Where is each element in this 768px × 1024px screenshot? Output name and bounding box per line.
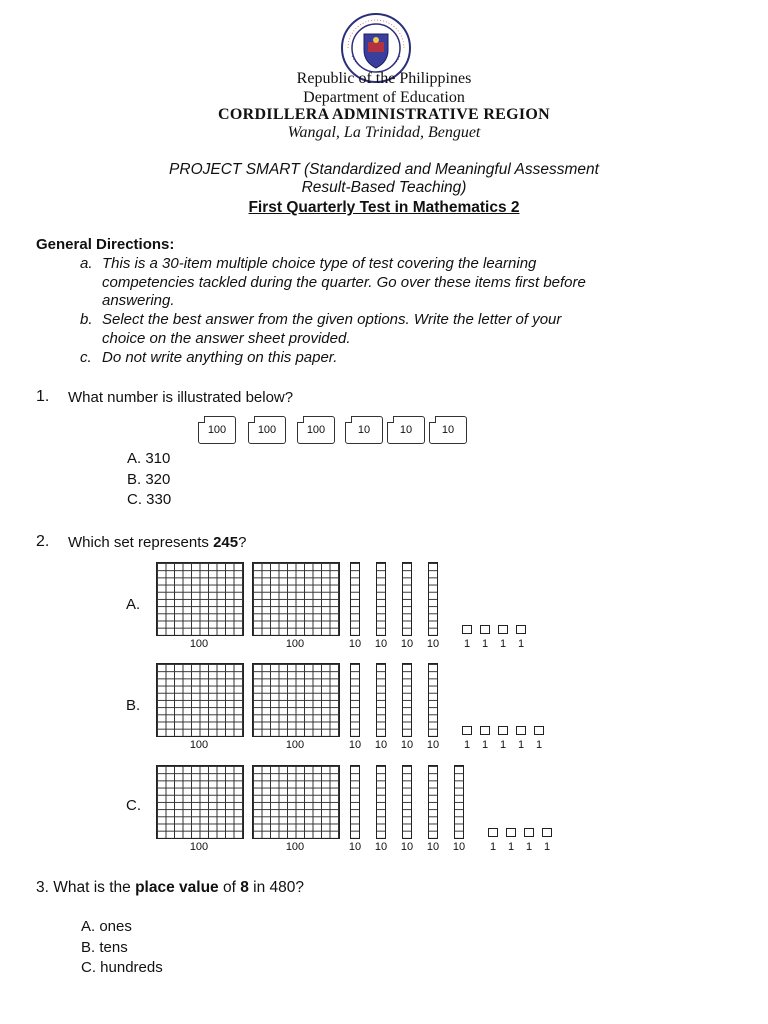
q2-block-label: 10 <box>426 841 440 853</box>
q1-card: 10 <box>345 416 383 444</box>
q2-text-bold: 245 <box>213 534 239 551</box>
q1-option-c[interactable]: C. 330 <box>127 491 172 508</box>
test-title: First Quarterly Test in Mathematics 2 <box>248 199 520 216</box>
q3-option-a[interactable]: A. ones <box>81 918 132 935</box>
ten-rod <box>376 663 386 737</box>
ten-rod <box>350 663 360 737</box>
q2-block-label: 1 <box>499 638 507 650</box>
q1-card: 10 <box>429 416 467 444</box>
header-republic: Republic of the Philippines <box>296 70 472 87</box>
q1-option-b[interactable]: B. 320 <box>127 470 171 488</box>
q2-block-label: 10 <box>426 638 440 650</box>
ten-rod <box>376 562 386 636</box>
q3-text-mid: of <box>218 879 241 896</box>
one-unit <box>462 726 472 735</box>
q2-block-label: 1 <box>517 638 525 650</box>
q2-block-label: 100 <box>189 638 209 650</box>
q2-text-pre: Which set represents <box>68 534 214 551</box>
ten-rod <box>428 562 438 636</box>
one-unit <box>542 828 552 837</box>
direction-c <box>80 349 740 368</box>
q1-text: What number is illustrated below? <box>68 389 294 406</box>
q3-text <box>36 879 304 897</box>
q2-block-label: 1 <box>463 739 471 751</box>
q2-block-label: 1 <box>507 841 515 853</box>
direction-line: answering. <box>102 292 175 309</box>
q2-block-label: 10 <box>400 841 414 853</box>
q2-block-label: 1 <box>481 739 489 751</box>
q2-block-label: 100 <box>285 841 305 853</box>
hundred-flat <box>252 765 340 839</box>
q3-option-b[interactable]: B. tens <box>81 938 128 956</box>
q2-set-letter[interactable]: C. <box>126 797 141 814</box>
one-unit <box>516 625 526 634</box>
q2-block-label: 10 <box>452 841 466 853</box>
project-line-2: Result-Based Teaching) <box>301 179 467 196</box>
direction-line: This is a 30-item multiple choice type of test covering the learning <box>102 255 537 272</box>
one-unit <box>498 625 508 634</box>
ten-rod <box>350 562 360 636</box>
q2-block-label: 1 <box>489 841 497 853</box>
direction-b <box>80 311 740 348</box>
ten-rod <box>428 663 438 737</box>
q2-set-letter[interactable]: A. <box>126 596 141 613</box>
q2-set-letter[interactable]: B. <box>126 697 141 714</box>
q2-block-label: 1 <box>463 638 471 650</box>
q3-text-pre: What is the <box>48 879 136 896</box>
ten-rod <box>402 765 412 839</box>
one-unit <box>506 828 516 837</box>
q1-card: 100 <box>297 416 335 444</box>
one-unit <box>480 726 490 735</box>
one-unit <box>534 726 544 735</box>
directions-title <box>36 236 174 253</box>
one-unit <box>524 828 534 837</box>
header-location: Wangal, La Trinidad, Benguet <box>287 124 481 141</box>
direction-letter: c. <box>80 349 92 366</box>
hundred-flat <box>252 663 340 737</box>
q2-block-label: 100 <box>189 841 209 853</box>
q2-block-label: 10 <box>374 841 388 853</box>
one-unit <box>498 726 508 735</box>
hundred-flat <box>156 765 244 839</box>
q2-block-label: 1 <box>517 739 525 751</box>
q2-block-label: 1 <box>499 739 507 751</box>
hundred-flat <box>156 562 244 636</box>
directions-title-text: General Directions <box>36 236 170 253</box>
q2-block-label: 10 <box>348 638 362 650</box>
q2-block-label: 100 <box>189 739 209 751</box>
q2-block-label: 10 <box>348 841 362 853</box>
ten-rod <box>350 765 360 839</box>
ten-rod <box>402 562 412 636</box>
one-unit <box>462 625 472 634</box>
q2-block-label: 100 <box>285 739 305 751</box>
q1-number: 1. <box>36 388 50 405</box>
q2-block-label: 10 <box>374 638 388 650</box>
direction-letter: a. <box>80 255 93 272</box>
q2-text-post: ? <box>238 534 247 551</box>
header-region: CORDILLERA ADMINISTRATIVE REGION <box>217 106 551 123</box>
ten-rod <box>376 765 386 839</box>
q2-block-label: 1 <box>481 638 489 650</box>
q2-text <box>68 534 246 551</box>
q2-block-label: 10 <box>400 638 414 650</box>
one-unit <box>516 726 526 735</box>
hundred-flat <box>156 663 244 737</box>
q2-block-label: 1 <box>535 739 543 751</box>
direction-line: Do not write anything on this paper. <box>102 349 338 366</box>
q2-number: 2. <box>36 533 50 550</box>
q1-card: 10 <box>387 416 425 444</box>
q2-block-label: 1 <box>543 841 551 853</box>
q2-block-label: 10 <box>348 739 362 751</box>
project-line-1: PROJECT SMART (Standardized and Meaningful Assessment <box>169 161 599 178</box>
one-unit <box>488 828 498 837</box>
q3-options <box>81 917 163 979</box>
ten-rod <box>428 765 438 839</box>
ten-rod <box>402 663 412 737</box>
direction-line: competencies tackled during the quarter. Go over these items first before <box>102 273 586 291</box>
q2-block-label: 1 <box>525 841 533 853</box>
q3-text-bold1: place value <box>135 879 219 896</box>
q1-options <box>127 449 171 511</box>
q3-text-post: in 480? <box>248 879 305 896</box>
direction-line: choice on the answer sheet provided. <box>102 329 351 347</box>
q3-text-bold2: 8 <box>240 879 249 896</box>
one-unit <box>480 625 490 634</box>
q1-card: 100 <box>198 416 236 444</box>
direction-letter: b. <box>80 311 93 328</box>
q1-card: 100 <box>248 416 286 444</box>
q2-block-label: 100 <box>285 638 305 650</box>
q2-block-label: 10 <box>374 739 388 751</box>
q2-block-label: 10 <box>400 739 414 751</box>
directions-colon: : <box>169 236 175 253</box>
q2-block-label: 10 <box>426 739 440 751</box>
direction-a <box>80 255 740 311</box>
header-department: Department of Education <box>303 89 465 106</box>
q1-option-a[interactable]: A. 310 <box>127 450 171 467</box>
q3-number: 3. <box>36 879 49 896</box>
direction-line: Select the best answer from the given options. Write the letter of your <box>102 311 562 328</box>
q3-option-c[interactable]: C. hundreds <box>81 959 163 976</box>
hundred-flat <box>252 562 340 636</box>
ten-rod <box>454 765 464 839</box>
